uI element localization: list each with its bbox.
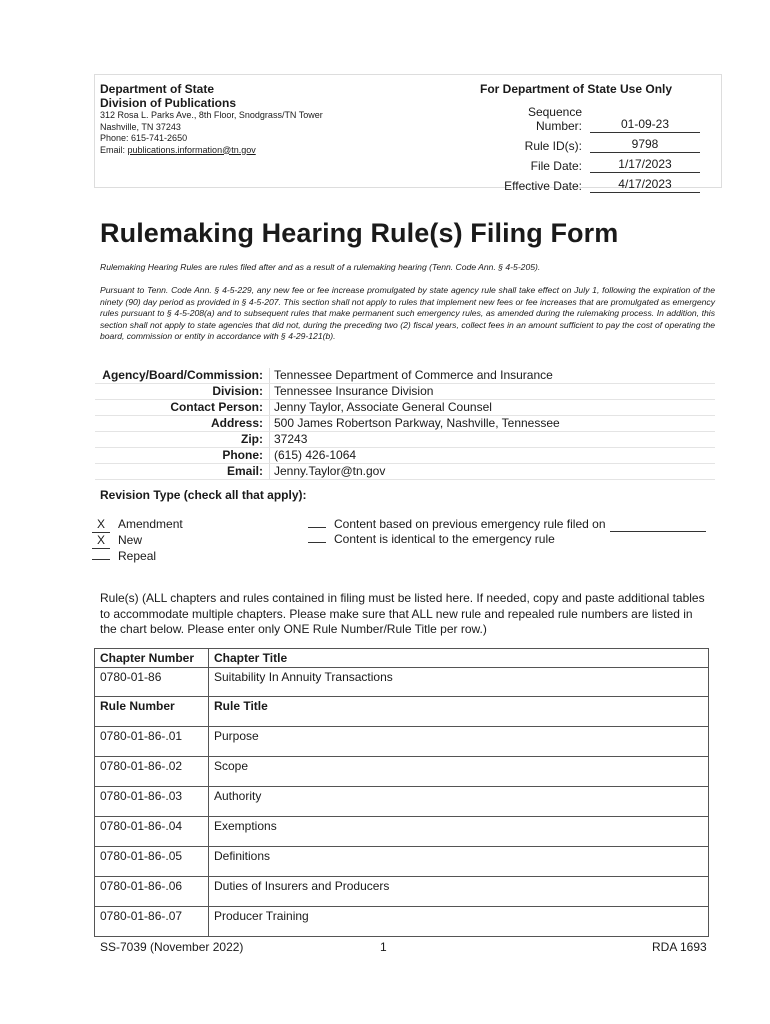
rule-id-value: 9798 <box>590 136 700 153</box>
rule-title-cell: Purpose <box>209 727 709 757</box>
rule-number-cell: 0780-01-86-.03 <box>95 787 209 817</box>
chapter-number-header: Chapter Number <box>95 649 209 668</box>
rule-title-cell: Authority <box>209 787 709 817</box>
repeal-label: Repeal <box>118 549 157 563</box>
new-label: New <box>118 533 143 547</box>
rule-row <box>95 907 709 937</box>
rule-number-cell: 0780-01-86-.01 <box>95 727 209 757</box>
rule-number-cell: 0780-01-86-.07 <box>95 907 209 937</box>
rules-table <box>94 648 709 937</box>
address-row <box>95 416 715 432</box>
sequence-number-value: 01-09-23 <box>590 116 700 133</box>
rule-row <box>95 877 709 907</box>
chapter-title-header: Chapter Title <box>209 649 709 668</box>
statute-note: Pursuant to Tenn. Code Ann. § 4-5-229, any new fee or fee increase promulgated by state agency rule shall take effect on July 1, following the expiration of the ninety (90) day period as provided in § 4-5-207. This section shall not apply to rules that implement new fees or fee increases that are promulgated as emergency rules pursuant to § 4-5-208(a) and to subsequent rules that make permanent such emergency rules, as amended during the rulemaking process. In addition, this section shall not apply to state agencies that did not, during the preceding two (2) fiscal years, collect fees in an amount sufficient to pay the cost of operating the board, commission or entity in accordance with § 4-29-121(b). <box>100 285 715 341</box>
rule-header-row <box>95 697 709 727</box>
division-label: Division: <box>95 384 270 400</box>
file-date-row <box>480 156 710 173</box>
rule-title-header: Rule Title <box>209 697 709 727</box>
chapter-number-cell: 0780-01-86 <box>95 668 209 697</box>
email-value[interactable]: Jenny.Taylor@tn.gov <box>270 464 716 480</box>
agency-info-table <box>95 368 715 480</box>
rule-row <box>95 847 709 877</box>
rule-number-cell: 0780-01-86-.02 <box>95 757 209 787</box>
rule-row <box>95 817 709 847</box>
rule-row <box>95 787 709 817</box>
chapter-row <box>95 668 709 697</box>
revision-option-amendment[interactable] <box>92 517 183 533</box>
file-date-label: File Date: <box>530 159 582 173</box>
revision-option-repeal[interactable] <box>92 549 183 564</box>
rule-number-header: Rule Number <box>95 697 209 727</box>
sequence-number-label: Sequence Number: <box>527 105 582 133</box>
rule-title-cell: Definitions <box>209 847 709 877</box>
chapter-title-cell: Suitability In Annuity Transactions <box>209 668 709 697</box>
rule-id-label: Rule ID(s): <box>524 139 582 153</box>
revision-type-heading: Revision Type (check all that apply): <box>100 488 307 502</box>
rules-instructions: Rule(s) (ALL chapters and rules contained in filing must be listed here. If needed, copy and paste additional tables to accommodate multiple chapters. Please make sure that ALL new rule and repealed rule numbers are listed in the chart below. Please enter only ONE Rule Number/Rule Title per row.) <box>100 591 705 636</box>
phone-label: Phone: <box>95 448 270 464</box>
state-use-title: For Department of State Use Only <box>480 82 673 96</box>
revision-right-options <box>308 517 706 547</box>
phone-value: (615) 426-1064 <box>270 448 716 464</box>
footer-form-id: SS-7039 (November 2022) <box>100 940 244 954</box>
rule-title-cell: Scope <box>209 757 709 787</box>
department-address-line2: Nashville, TN 37243 <box>100 121 181 132</box>
address-value: 500 James Robertson Parkway, Nashville, Tennessee <box>270 416 716 432</box>
agency-value: Tennessee Department of Commerce and Insurance <box>270 368 716 384</box>
effective-date-label: Effective Date: <box>504 179 582 193</box>
department-name: Department of State <box>100 82 215 96</box>
rule-title-cell: Exemptions <box>209 817 709 847</box>
rule-number-cell: 0780-01-86-.04 <box>95 817 209 847</box>
department-block <box>100 82 400 156</box>
email-row <box>95 464 715 480</box>
division-value: Tennessee Insurance Division <box>270 384 716 400</box>
department-email-line <box>100 145 400 157</box>
revision-option-emergency-based[interactable] <box>308 517 706 532</box>
emergency-date-field[interactable] <box>610 519 706 532</box>
footer-page-number: 1 <box>380 940 387 954</box>
effective-date-value: 4/17/2023 <box>590 176 700 193</box>
chapter-header-row <box>95 649 709 668</box>
emergency-identical-label: Content is identical to the emergency rule <box>334 532 555 546</box>
revision-option-emergency-identical[interactable] <box>308 532 706 547</box>
repeal-checkmark[interactable] <box>92 559 110 560</box>
rule-row <box>95 757 709 787</box>
revision-option-new[interactable] <box>92 533 183 549</box>
rule-row <box>95 727 709 757</box>
revision-left-options <box>92 517 183 564</box>
emergency-identical-checkmark[interactable] <box>308 542 326 543</box>
sequence-number-row <box>480 105 710 133</box>
footer-rda: RDA 1693 <box>652 940 707 954</box>
agency-label: Agency/Board/Commission: <box>95 368 270 384</box>
rule-number-cell: 0780-01-86-.05 <box>95 847 209 877</box>
department-address-line1: 312 Rosa L. Parks Ave., 8th Floor, Snodgrass/TN Tower <box>100 110 323 120</box>
division-name: Division of Publications <box>100 96 237 110</box>
state-use-block <box>480 82 710 193</box>
rule-id-row <box>480 136 710 153</box>
emergency-based-checkmark[interactable] <box>308 527 326 528</box>
division-row <box>95 384 715 400</box>
new-checkmark[interactable]: X <box>92 533 110 549</box>
address-label: Address: <box>95 416 270 432</box>
agency-row <box>95 368 715 384</box>
contact-person-label: Contact Person: <box>95 400 270 416</box>
rule-title-cell: Producer Training <box>209 907 709 937</box>
department-phone: Phone: 615-741-2650 <box>100 133 188 143</box>
email-label: Email: <box>95 464 270 480</box>
zip-row <box>95 432 715 448</box>
phone-row <box>95 448 715 464</box>
form-title: Rulemaking Hearing Rule(s) Filing Form <box>100 218 619 248</box>
zip-value: 37243 <box>270 432 716 448</box>
zip-label: Zip: <box>95 432 270 448</box>
contact-person-value: Jenny Taylor, Associate General Counsel <box>270 400 716 416</box>
file-date-value: 1/17/2023 <box>590 156 700 173</box>
state-use-fields <box>480 105 710 193</box>
rule-title-cell: Duties of Insurers and Producers <box>209 877 709 907</box>
amendment-label: Amendment <box>118 517 183 531</box>
intro-note: Rulemaking Hearing Rules are rules filed after and as a result of a rulemaking hearing (Tenn. Code Ann. § 4-5-205). <box>100 262 541 272</box>
emergency-based-label: Content based on previous emergency rule filed on <box>334 517 606 531</box>
amendment-checkmark[interactable]: X <box>92 517 110 533</box>
rule-number-cell: 0780-01-86-.06 <box>95 877 209 907</box>
department-email-link[interactable]: publications.information@tn.gov <box>127 144 256 155</box>
email-label: Email: <box>100 144 128 155</box>
contact-person-row <box>95 400 715 416</box>
effective-date-row <box>480 176 710 193</box>
